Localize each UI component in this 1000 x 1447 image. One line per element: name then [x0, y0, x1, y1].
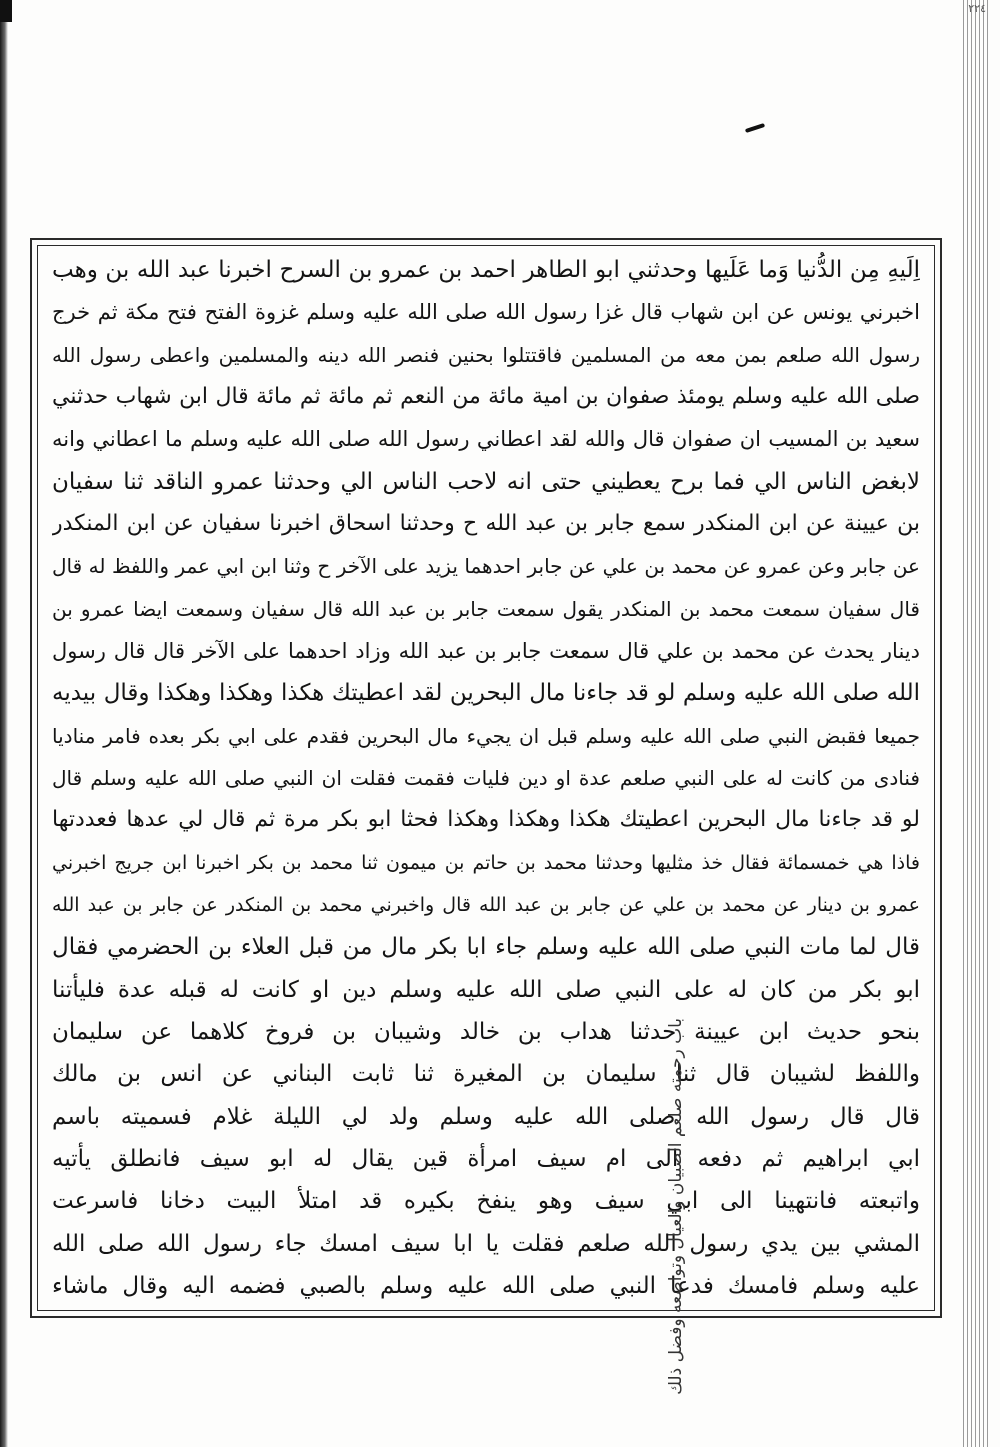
text-line: دينار يحدث عن محمد بن علي قال سمعت جابر بن عبد الله وزاد احدهما على الآخر قال قال رسول: [52, 638, 920, 663]
page-binding-shadow: [0, 0, 8, 1447]
ink-mark: [745, 123, 765, 133]
text-block: [52, 250, 920, 1306]
text-line: واللفظ لشيبان قال ثنا سليمان بن المغيرة ثنا ثابت البناني عن انس بن مالك: [52, 1061, 920, 1088]
text-line: بنحو حديث ابن عيينة حدثنا هداب بن خالد وشيبان بن فروخ كلاهما عن سليمان: [52, 1018, 920, 1045]
text-line: ابي ابراهيم ثم دفعه الى ام سيف امرأة قين يقال له ابو سيف فانطلق يأتيه: [52, 1145, 920, 1172]
text-frame: [30, 238, 942, 1318]
text-line: عمرو بن دينار عن محمد بن علي عن جابر بن عبد الله قال واخبرني محمد بن المنكدر عن جابر بن عبد الله: [52, 893, 920, 916]
text-line: قال قال رسول الله صلى الله عليه وسلم ولد لي الليلة غلام فسميته باسم: [52, 1103, 920, 1130]
text-line: لو قد جاءنا مال البحرين اعطيتك هكذا وهكذا وهكذا فحثا ابو بكر مرة ثم قال لي عدها فعددتها: [52, 807, 920, 833]
text-line: فنادى من كانت له على النبي صلعم عدة او دين فليات فقمت فقلت ان النبي صلى الله عليه وسلم قال: [52, 765, 920, 790]
text-line: اخبرني يونس عن ابن شهاب قال غزا رسول الله صلى الله عليه وسلم غزوة الفتح فتح مكة ثم خرج: [52, 300, 920, 325]
text-line: سعيد بن المسيب ان صفوان قال والله لقد اعطاني رسول الله صلى الله عليه وسلم ما اعطاني وانه: [52, 427, 920, 452]
text-line: رسول الله صلعم بمن معه من المسلمين فاقتتلوا بحنين فنصر الله دينه والمسلمين واعطى رسول الله: [52, 342, 920, 367]
margin-heading: باب رحمته صلعم الصبيان والعيال وتواضعه وفضل ذلك: [666, 1018, 686, 1395]
binding-corner: [0, 0, 12, 22]
text-line: لابغض الناس الي فما برح يعطيني حتى انه لاحب الناس الي وحدثنا عمرو الناقد ثنا سفيان: [52, 468, 920, 495]
text-line: قال سفيان سمعت محمد بن المنكدر يقول سمعت جابر بن عبد الله قال سفيان وسمعت ايضا عمرو بن: [52, 596, 920, 621]
text-line: فاذا هي خمسمائة فقال خذ مثليها وحدثنا محمد بن حاتم بن ميمون ثنا محمد بن بكر اخبرنا ابن جريج اخبرني: [52, 851, 920, 874]
text-line: اِلَيهِ مِن الدُّنيا وَما عَلَيها وحدثني ابو الطاهر احمد بن عمرو بن السرح اخبرنا عبد الله بن وهب: [52, 257, 920, 283]
text-line: صلى الله عليه وسلم يومئذ صفوان بن امية مائة من النعم ثم مائة ثم مائة قال ابن شهاب حدثني: [52, 383, 920, 409]
text-line: بن عيينة عن ابن المنكدر سمع جابر بن عبد الله ح وحدثنا اسحاق اخبرنا سفيان عن ابن المنكدر: [52, 510, 920, 536]
text-line: ابو بكر من كان له على النبي صلى الله عليه وسلم دين او كانت له قبله عدة فليأتنا: [52, 976, 920, 1003]
text-line: قال لما مات النبي صلى الله عليه وسلم جاء ابا بكر مال من قبل العلاء بن الحضرمي فقال: [52, 934, 920, 961]
folio-number: ٢٢٤: [968, 2, 986, 15]
text-line: الله صلى الله عليه وسلم لو قد جاءنا مال البحرين لقد اعطيتك هكذا وهكذا وهكذا وقال بيديه: [52, 680, 920, 707]
stacked-page-edges: [960, 0, 988, 1447]
text-line: عن جابر وعن عمرو عن محمد بن علي عن جابر احدهما يزيد على الآخر ح وثنا ابن ابي عمر واللفظ له قال: [52, 554, 920, 579]
text-line: المشي بين يدي رسول الله صلعم فقلت يا ابا سيف امسك جاء رسول الله صلى الله: [52, 1230, 920, 1257]
text-line: عليه وسلم فامسك فدعا النبي صلى الله عليه وسلم بالصبي فضمه اليه وقال ماشاء: [52, 1272, 920, 1299]
text-line: جميعا فقبض النبي صلى الله عليه وسلم قبل ان يجيء مال البحرين فقدم على ابي بكر بعده فامر مناديا: [52, 723, 920, 748]
text-line: واتبعته فانتهينا الى ابي سيف وهو ينفخ بكيره قد امتلأ البيت دخانا فاسرعت: [52, 1188, 920, 1215]
